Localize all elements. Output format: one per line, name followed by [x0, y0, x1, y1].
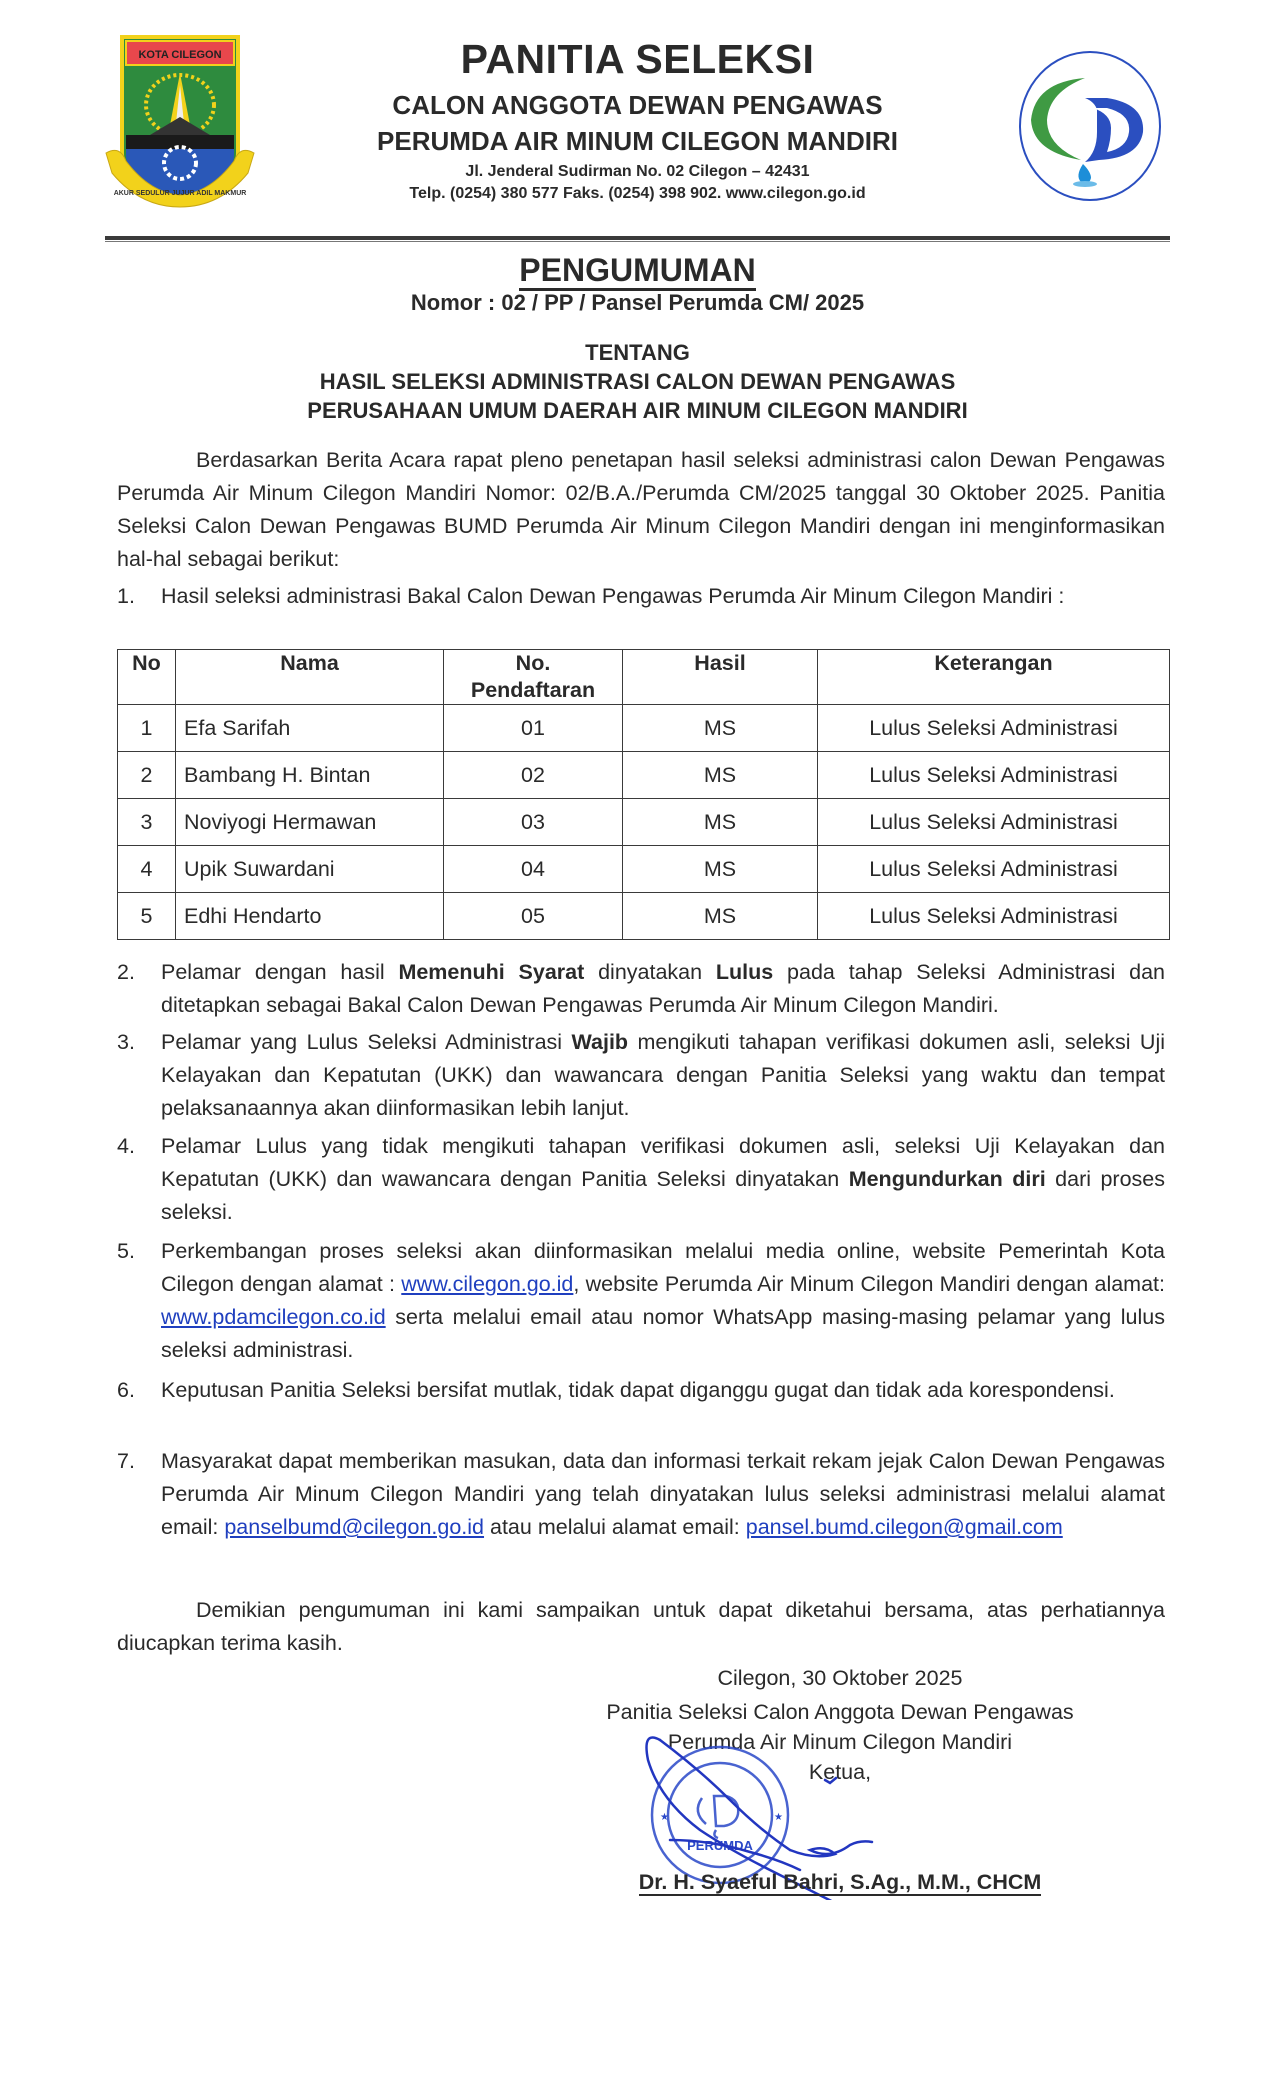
emphasis-wajib: Wajib — [571, 1030, 629, 1054]
signature-role: Ketua, — [808, 1760, 872, 1784]
link-cilegon-website[interactable]: www.cilegon.go.id — [401, 1272, 574, 1296]
svg-text:★: ★ — [660, 1812, 669, 1823]
list-text — [161, 1235, 1165, 1367]
cell-no: 2 — [118, 752, 176, 799]
header-no: No — [118, 650, 176, 705]
emblem-label: KOTA CILEGON — [138, 49, 222, 61]
list-text — [161, 956, 1165, 1022]
signatory-name — [560, 1870, 1120, 1895]
header-nama: Nama — [176, 650, 444, 705]
signature-organization: Perumda Air Minum Cilegon Mandiri — [667, 1730, 1013, 1754]
cell-keterangan: Lulus Seleksi Administrasi — [818, 846, 1170, 893]
text-run: Pelamar yang Lulus Seleksi Administrasi — [161, 1030, 572, 1054]
letterhead-subtitle-2: PERUMDA AIR MINUM CILEGON MANDIRI — [377, 126, 898, 156]
text-run: Perkembangan proses seleksi akan diinformasikan melalui media online, website Pemerintah Kota Cilegon dengan alamat : — [161, 1239, 1165, 1296]
text-run: mengikuti tahapan verifikasi dokumen asli, seleksi Uji Kelayakan dan Kepatutan (UKK) dan wawancara dengan Panitia Seleksi yang waktu dan tempat pelaksanaannya akan diinformasikan lebih lanjut. — [161, 1030, 1166, 1120]
list-text: Hasil seleksi administrasi Bakal Calon Dewan Pengawas Perumda Air Minum Cilegon Mandiri : — [161, 584, 1065, 608]
letterhead-address: Jl. Jenderal Sudirman No. 02 Cilegon – 42431 — [465, 163, 810, 180]
cell-no: 4 — [118, 846, 176, 893]
text-run: serta melalui email atau nomor WhatsApp masing-masing pelamar yang lulus seleksi administrasi. — [161, 1305, 1165, 1362]
emphasis-lulus: Lulus — [715, 960, 774, 984]
list-number: 7. — [117, 1449, 135, 1473]
list-number: 2. — [117, 960, 135, 984]
subject-line-2: PERUSAHAAN UMUM DAERAH AIR MINUM CILEGON MANDIRI — [307, 398, 968, 423]
letterhead-contact: Telp. (0254) 380 577 Faks. (0254) 398 902. www.cilegon.go.id — [409, 185, 866, 202]
table-row — [118, 846, 1170, 893]
text-run: Pelamar dengan hasil — [161, 960, 399, 984]
text-run: dinyatakan — [584, 960, 716, 984]
header-pendaftaran-line1: No. — [515, 651, 551, 675]
cell-nama: Upik Suwardani — [176, 846, 444, 893]
list-text — [161, 1445, 1165, 1544]
link-email-pansel-gmail[interactable]: pansel.bumd.cilegon@gmail.com — [745, 1515, 1063, 1539]
text-run: dari proses seleksi. — [161, 1167, 1165, 1224]
announcement-heading-text: PENGUMUMAN — [519, 252, 755, 291]
svg-text:★: ★ — [774, 1812, 783, 1823]
cell-nama: Noviyogi Hermawan — [176, 799, 444, 846]
table-row — [118, 752, 1170, 799]
link-pdam-website[interactable]: www.pdamcilegon.co.id — [161, 1305, 386, 1329]
intro-paragraph: Berdasarkan Berita Acara rapat pleno penetapan hasil seleksi administrasi calon Dewan Pengawas Perumda Air Minum Cilegon Mandiri Nomor: 02/B.A./Perumda CM/2025 tanggal 30 Oktober 2025. Panitia Seleksi Calon Dewan Pengawas BUMD Perumda Air Minum Cilegon Mandiri dengan ini menginformasikan hal-hal sebagai berikut: — [117, 448, 1165, 571]
stamp-inner-text: PERUMDA — [687, 1838, 753, 1853]
cell-pendaftaran: 02 — [444, 752, 623, 799]
cell-nama: Bambang H. Bintan — [176, 752, 444, 799]
link-email-pansel-cilegon[interactable]: panselbumd@cilegon.go.id — [224, 1515, 485, 1539]
cell-no: 3 — [118, 799, 176, 846]
cell-keterangan: Lulus Seleksi Administrasi — [818, 705, 1170, 752]
cell-nama: Efa Sarifah — [176, 705, 444, 752]
perumda-air-minum-logo-icon — [1015, 48, 1165, 203]
announcement-heading — [0, 252, 1275, 289]
cell-hasil: MS — [623, 752, 818, 799]
results-table — [117, 649, 1170, 940]
cell-pendaftaran: 04 — [444, 846, 623, 893]
text-run: Pelamar Lulus yang tidak mengikuti tahapan verifikasi dokumen asli, seleksi Uji Kelayakan dan Kepatutan (UKK) dan wawancara dengan Panitia Seleksi dinyatakan — [161, 1134, 1165, 1191]
header-pendaftaran-line2: Pendaftaran — [470, 678, 596, 702]
cell-no: 1 — [118, 705, 176, 752]
signature-committee: Panitia Seleksi Calon Anggota Dewan Pengawas — [606, 1700, 1074, 1724]
cell-nama: Edhi Hendarto — [176, 893, 444, 940]
table-header-row — [118, 650, 1170, 705]
cell-keterangan: Lulus Seleksi Administrasi — [818, 893, 1170, 940]
emphasis-mengundurkan-diri: Mengundurkan diri — [848, 1167, 1046, 1191]
emphasis-memenuhi-syarat: Memenuhi Syarat — [398, 960, 585, 984]
list-number: 5. — [117, 1239, 135, 1263]
cell-keterangan: Lulus Seleksi Administrasi — [818, 752, 1170, 799]
list-text — [161, 1130, 1165, 1229]
table-row — [118, 705, 1170, 752]
letterhead-divider — [105, 236, 1170, 242]
header-keterangan: Keterangan — [818, 650, 1170, 705]
cell-hasil: MS — [623, 893, 818, 940]
subject-line-1: HASIL SELEKSI ADMINISTRASI CALON DEWAN PENGAWAS — [319, 369, 956, 394]
list-text — [161, 1026, 1165, 1125]
list-text: Keputusan Panitia Seleksi bersifat mutlak, tidak dapat diganggu gugat dan tidak ada korespondensi. — [161, 1378, 1115, 1402]
about-label: TENTANG — [585, 340, 690, 365]
announcement-number: Nomor : 02 / PP / Pansel Perumda CM/ 2025 — [410, 290, 865, 315]
list-number: 4. — [117, 1134, 135, 1158]
signatory-name-text: Dr. H. Syaeful Bahri, S.Ag., M.M., CHCM — [638, 1870, 1042, 1894]
svg-text:AKUR SEDULUR JUJUR ADIL MAKMUR: AKUR SEDULUR JUJUR ADIL MAKMUR — [113, 190, 247, 197]
cell-pendaftaran: 01 — [444, 705, 623, 752]
closing-paragraph: Demikian pengumuman ini kami sampaikan untuk dapat diketahui bersama, atas perhatiannya diucapkan terima kasih. — [117, 1598, 1165, 1655]
text-run: pada tahap Seleksi Administrasi dan ditetapkan sebagai Bakal Calon Dewan Pengawas Perumda Air Minum Cilegon Mandiri. — [161, 960, 1165, 1017]
table-row — [118, 799, 1170, 846]
cell-hasil: MS — [623, 846, 818, 893]
letterhead-subtitle-1: CALON ANGGOTA DEWAN PENGAWAS — [392, 90, 883, 120]
cell-no: 5 — [118, 893, 176, 940]
list-number: 1. — [117, 584, 135, 608]
text-run: Masyarakat dapat memberikan masukan, data dan informasi terkait rekam jejak Calon Dewan Pengawas Perumda Air Minum Cilegon Mandiri yang telah dinyatakan lulus seleksi administrasi melalui alamat email: — [161, 1449, 1165, 1539]
header-pendaftaran — [444, 650, 623, 705]
header-hasil: Hasil — [623, 650, 818, 705]
list-number: 6. — [117, 1378, 135, 1402]
text-run: , website Perumda Air Minum Cilegon Mandiri dengan alamat: — [573, 1272, 1165, 1296]
cell-hasil: MS — [623, 799, 818, 846]
text-run: atau melalui alamat email: — [484, 1515, 746, 1539]
cell-pendaftaran: 05 — [444, 893, 623, 940]
letterhead-title: PANITIA SELEKSI — [460, 36, 815, 82]
list-number: 3. — [117, 1030, 135, 1054]
cell-keterangan: Lulus Seleksi Administrasi — [818, 799, 1170, 846]
cell-pendaftaran: 03 — [444, 799, 623, 846]
signature-place-date: Cilegon, 30 Oktober 2025 — [717, 1666, 963, 1690]
cell-hasil: MS — [623, 705, 818, 752]
table-row — [118, 893, 1170, 940]
